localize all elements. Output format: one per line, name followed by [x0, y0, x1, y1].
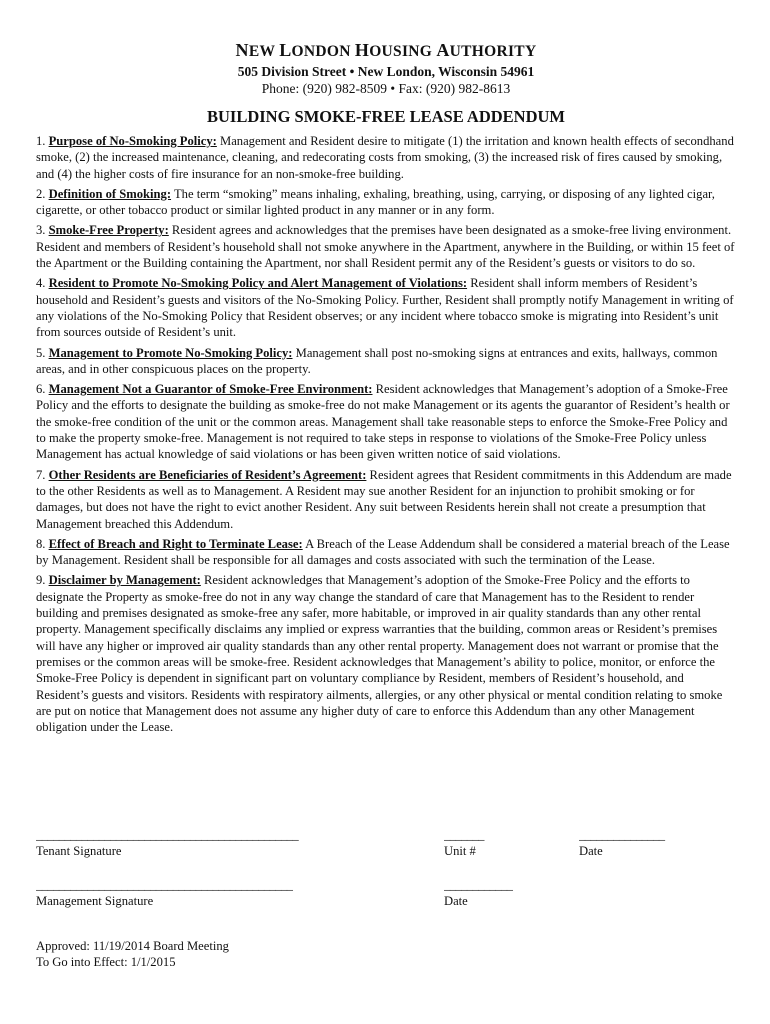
tenant-date-line[interactable]: _______________ [579, 828, 665, 842]
section-number: 4. [36, 276, 49, 291]
organization-contact: Phone: (920) 982-8509 • Fax: (920) 982-8613 [261, 81, 511, 96]
section-text: Resident agrees that Resident commitments in this Addendum are made to the other Residents as well as to Management. A Resident may sue another Resident for an injunction to prohibit smoking or for damages, but does not have the right to evict another Resident. Any suit between Residents herein shall not create a presumption that Management breached this Addendum. [36, 467, 732, 531]
section-heading: Effect of Breach and Right to Terminate Lease: [48, 536, 303, 551]
section-beneficiaries [36, 467, 736, 532]
org-word-2: LONDON [279, 40, 355, 60]
section-number: 5. [36, 345, 49, 360]
section-heading: Purpose of No-Smoking Policy: [48, 134, 217, 148]
section-text: Resident shall inform members of Resident’s household and Resident’s guests and visitors of the No-Smoking Policy. Further, Resident shall promptly notify Management in writing of any violations of the No-Smoking Policy that Resident observes; or any incident where tobacco smoke is migrating into Resident’s unit from sources outside of Resident’s unit. [36, 276, 734, 340]
document-title: BUILDING SMOKE-FREE LEASE ADDENDUM [206, 107, 565, 126]
section-number: 9. [36, 573, 49, 588]
unit-number-label: Unit # [444, 844, 476, 858]
management-date-field[interactable] [444, 878, 534, 909]
approved-date: Approved: 11/19/2014 Board Meeting [36, 939, 229, 953]
org-word-1: NEW [235, 40, 280, 60]
section-heading: Definition of Smoking: [48, 186, 172, 201]
section-purpose [36, 133, 736, 182]
section-text: Resident acknowledges that Management’s adoption of the Smoke-Free Policy and the efforts to designate the Property as smoke-free do not in any way change the standard of care that Management has to the Resident to render building and premises designated as smoke-free any safer, more habitable, or improved in air quality standards than any other rental property. Management specifically disclaims any implied or express warranties that the building, common areas or Resident’s premises will have any higher or improved air quality standards than any other rental property. Management does not warrant or promise that the premises or the common areas will be smoke-free. Resident acknowledges that Management’s ability to police, monitor, or enforce the Smoke-Free Policy is dependent in significant part on voluntary compliance by Resident, members of Resident’s household, and Resident’s guests and visitors. Residents with respiratory ailments, allergies, or any other physical or mental condition relating to smoke are put on notice that Management does not assume any higher duty of care to enforce this Addendum than any other Management obligation under the Lease. [36, 573, 723, 735]
organization-address: 505 Division Street • New London, Wisconsin 54961 [237, 64, 535, 79]
tenant-signature-label: Tenant Signature [36, 844, 122, 858]
section-number: 8. [36, 536, 49, 551]
section-heading: Disclaimer by Management: [48, 573, 201, 588]
section-text: Management shall post no-smoking signs at entrances and exits, hallways, common areas, and in other conspicuous places on the property. [36, 345, 718, 376]
section-number: 6. [36, 382, 49, 397]
section-disclaimer [36, 572, 736, 735]
organization-name [36, 40, 736, 61]
section-not-guarantor [36, 381, 736, 462]
effective-date: To Go into Effect: 1/1/2015 [36, 955, 176, 969]
section-resident-promote [36, 275, 736, 340]
unit-number-line[interactable]: _______ [444, 828, 484, 842]
section-text: Resident acknowledges that Management’s adoption of a Smoke-Free Policy and the efforts to designate the building as smoke-free do not make Management or its agents the guarantor of Resident’s health or the smoke-free condition of the unit or the common areas. Management shall take reasonable steps to enforce the Smoke-Free Policy and to make the property smoke-free. Management is not required to take steps in response to violations of the Smoke-Free Policy unless Management has actual knowledge of said violations or has been given written notice of said violations. [36, 382, 730, 462]
section-management-promote [36, 345, 736, 378]
org-word-4: AUTHORITY [436, 40, 537, 60]
section-text: The term “smoking” means inhaling, exhaling, breathing, using, carrying, or disposing of any lighted cigar, cigarette, or other tobacco product or similar lighted product in any manner or in any form. [36, 186, 715, 218]
section-number: 2. [36, 186, 49, 201]
section-number: 3. [36, 223, 49, 238]
tenant-date-field[interactable] [579, 828, 689, 859]
section-heading: Resident to Promote No-Smoking Policy and Alert Management of Violations: [48, 276, 468, 291]
management-signature-line[interactable]: _____________________________________________ [36, 878, 293, 892]
management-date-line[interactable]: ____________ [444, 878, 513, 892]
management-signature-field[interactable] [36, 878, 361, 909]
tenant-signature-field[interactable] [36, 828, 366, 859]
section-smoke-free-property [36, 222, 736, 271]
management-date-label: Date [444, 894, 468, 908]
section-heading: Other Residents are Beneficiaries of Resident’s Agreement: [48, 467, 367, 482]
management-signature-label: Management Signature [36, 894, 154, 908]
tenant-signature-line[interactable]: ______________________________________________ [36, 828, 299, 842]
section-heading: Management Not a Guarantor of Smoke-Free Environment: [48, 382, 373, 397]
section-number: 1. [36, 134, 49, 148]
section-heading: Management to Promote No-Smoking Policy: [48, 345, 293, 360]
section-breach [36, 536, 736, 569]
tenant-date-label: Date [579, 844, 603, 858]
section-number: 7. [36, 467, 49, 482]
section-text: Management and Resident desire to mitigate (1) the irritation and known health effects of secondhand smoke, (2) the increased maintenance, cleaning, and redecorating costs from smoking, (3) the increased risk of fires caused by smoking, and (4) the higher costs of fire insurance for an non-smoke-free building. [36, 134, 734, 181]
org-word-3: HOUSING [354, 40, 437, 60]
document-page [36, 36, 736, 739]
section-heading: Smoke-Free Property: [48, 223, 169, 238]
unit-number-field[interactable] [444, 828, 504, 859]
section-text: Resident agrees and acknowledges that the premises have been designated as a smoke-free living environment. Resident and members of Resident’s household shall not smoke anywhere in the Apartment, anywhere in the Building, or within 15 feet of the Apartment or the Building containing the Apartment, nor shall Resident permit any of the Resident’s guests or visitors to do so. [36, 223, 735, 271]
approval-footer [36, 938, 229, 970]
section-text: A Breach of the Lease Addendum shall be considered a material breach of the Lease by Management. Resident shall be responsible for all damages and costs associated with such the termination of the Lease. [36, 536, 730, 568]
section-definition [36, 186, 736, 219]
